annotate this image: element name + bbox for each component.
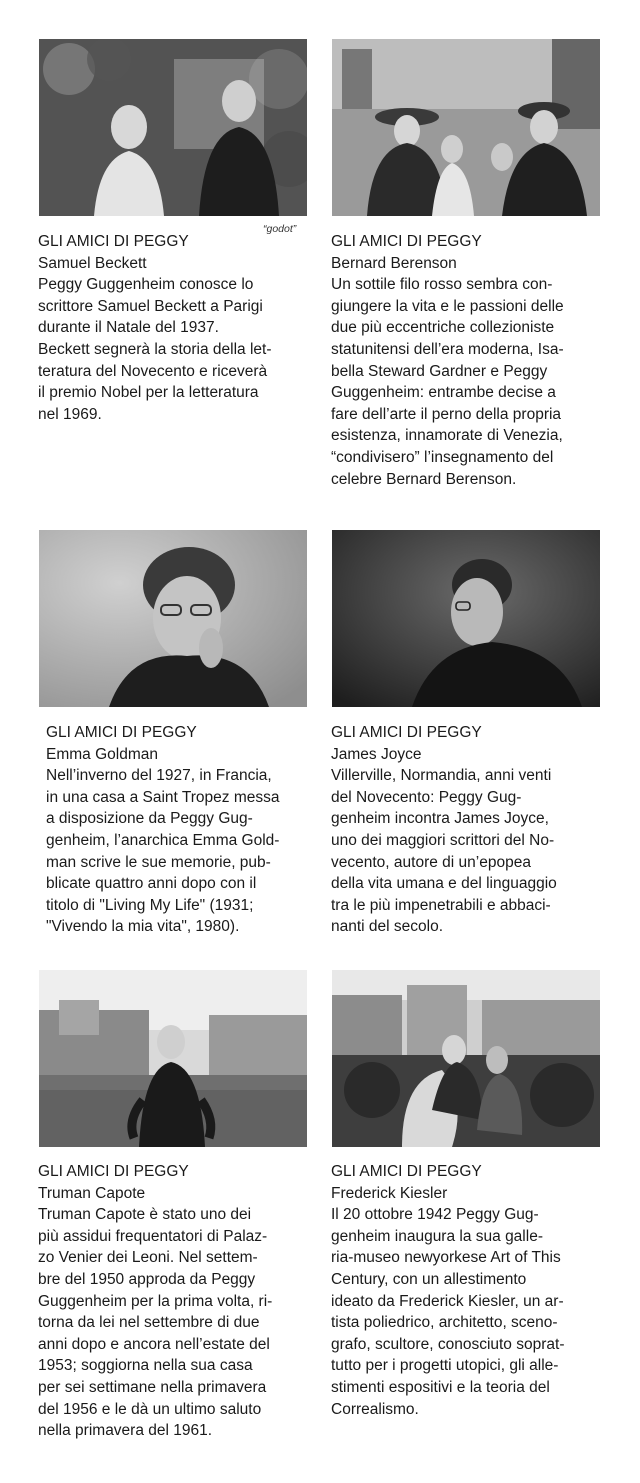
card-name: Samuel Beckett [38,254,147,272]
card-line: uno dei maggiori scrittori del No- [331,831,555,849]
card-line: a disposizione da Peggy Gug- [46,810,253,828]
card-line: man scrive le sue memorie, pub- [46,853,271,871]
card-line: del Novecento: Peggy Gug- [331,788,522,806]
card-caption-goldman [46,722,280,938]
card-line: fare dell’arte il perno della propria [331,405,562,423]
photo-joyce-art [332,530,600,707]
card-line: scrittore Samuel Beckett a Parigi [38,297,263,315]
card-name: Bernard Berenson [331,254,457,272]
card-line: genheim, l’anarchica Emma Gold- [46,831,280,849]
card-line: bella Steward Gardner e Peggy [331,362,548,380]
card-line: genheim inaugura la sua galle- [331,1227,543,1245]
card-line: "Vivendo la mia vita", 1980). [46,918,240,936]
photo-emma-goldman [39,530,307,707]
card-line: Il 20 ottobre 1942 Peggy Gug- [331,1206,539,1224]
card-line: genheim incontra James Joyce, [331,810,549,828]
card-heading: GLI AMICI DI PEGGY [331,724,482,741]
card-line: Villerville, Normandia, anni venti [331,767,552,785]
card-line: statunitensi dell’era moderna, Isa- [331,340,564,358]
card-line: in una casa a Saint Tropez messa [46,788,280,806]
card-line: stimenti espositivi e la teoria del [331,1378,550,1396]
card-line: Nell’inverno del 1927, in Francia, [46,767,272,785]
card-line: due più eccentriche collezioniste [331,319,555,337]
card-line: il premio Nobel per la letteratura [38,384,259,402]
card-line: Truman Capote è stato uno dei [38,1206,252,1224]
card-caption-joyce [331,722,557,938]
card-line: Beckett segnerà la storia della let- [38,340,272,358]
card-line: durante il Natale del 1937. [38,319,219,337]
card-heading: GLI AMICI DI PEGGY [38,233,189,250]
card-line: esistenza, innamorate di Venezia, [331,427,563,445]
photo-beckett-art [39,39,307,216]
photo-james-joyce [332,530,600,707]
card-heading: GLI AMICI DI PEGGY [38,1163,189,1180]
card-line: Peggy Guggenheim conosce lo [38,276,254,294]
card-line: torna da lei nel settembre di due [38,1314,260,1332]
card-heading: GLI AMICI DI PEGGY [331,233,482,250]
card-caption-beckett [38,231,271,425]
photo-bernard-berenson [332,39,600,216]
card-line: vecento, autore di un’epopea [331,853,531,871]
card-line: Century, con un allestimento [331,1270,527,1288]
card-line: bre del 1950 approda da Peggy [38,1270,256,1288]
card-line: tutto per i progetti utopici, gli alle- [331,1357,559,1375]
card-caption-kiesler [331,1161,564,1420]
card-line: grafo, scultore, conosciuto soprat- [331,1335,565,1353]
card-name: Truman Capote [38,1184,146,1202]
card-line: nella primavera del 1961. [38,1422,213,1440]
card-name: Frederick Kiesler [331,1184,448,1202]
card-name: James Joyce [331,745,422,763]
photo-berenson-art [332,39,600,216]
card-line: del 1956 e le dà un ultimo saluto [38,1400,262,1418]
card-line: nanti del secolo. [331,918,444,936]
photo-credit: “godot” [263,223,297,235]
card-line: blicate quattro anni dopo con il [46,875,257,893]
card-line: “condivisero” l’insegnamento del [331,448,554,466]
card-line: tista poliedrico, architetto, sceno- [331,1314,558,1332]
photo-capote-art [39,970,307,1147]
card-line: giungere la vita e le passioni delle [331,297,564,315]
card-line: 1953; soggiorna nella sua casa [38,1357,253,1375]
card-line: anni dopo e ancora nell’estate del [38,1335,270,1353]
card-line: Un sottile filo rosso sembra con- [331,276,553,294]
card-line: per sei settimane nella primavera [38,1378,267,1396]
card-heading: GLI AMICI DI PEGGY [331,1163,482,1180]
card-line: Guggenheim: entrambe decise a [331,384,556,402]
card-line: ria-museo newyorkese Art of This [331,1249,561,1267]
card-line: ideato da Frederick Kiesler, un ar- [331,1292,564,1310]
card-line: titolo di "Living My Life" (1931; [46,896,254,914]
photo-kiesler-art [332,970,600,1147]
card-line: Correalismo. [331,1400,419,1418]
card-line: zo Venier dei Leoni. Nel settem- [38,1249,258,1267]
card-line: celebre Bernard Berenson. [331,470,517,488]
card-line: nel 1969. [38,405,102,423]
card-line: tra le più impenetrabili e abbaci- [331,896,551,914]
card-line: della vita umana e del linguaggio [331,875,557,893]
card-heading: GLI AMICI DI PEGGY [46,724,197,741]
card-name: Emma Goldman [46,745,158,763]
photo-truman-capote [39,970,307,1147]
photo-goldman-art [39,530,307,707]
card-line: teratura del Novecento e riceverà [38,362,268,380]
card-caption-berenson [331,231,564,490]
photo-frederick-kiesler [332,970,600,1147]
card-line: Guggenheim per la prima volta, ri- [38,1292,273,1310]
photo-samuel-beckett [39,39,307,216]
card-caption-capote [38,1161,272,1442]
card-line: più assidui frequentatori di Palaz- [38,1227,268,1245]
